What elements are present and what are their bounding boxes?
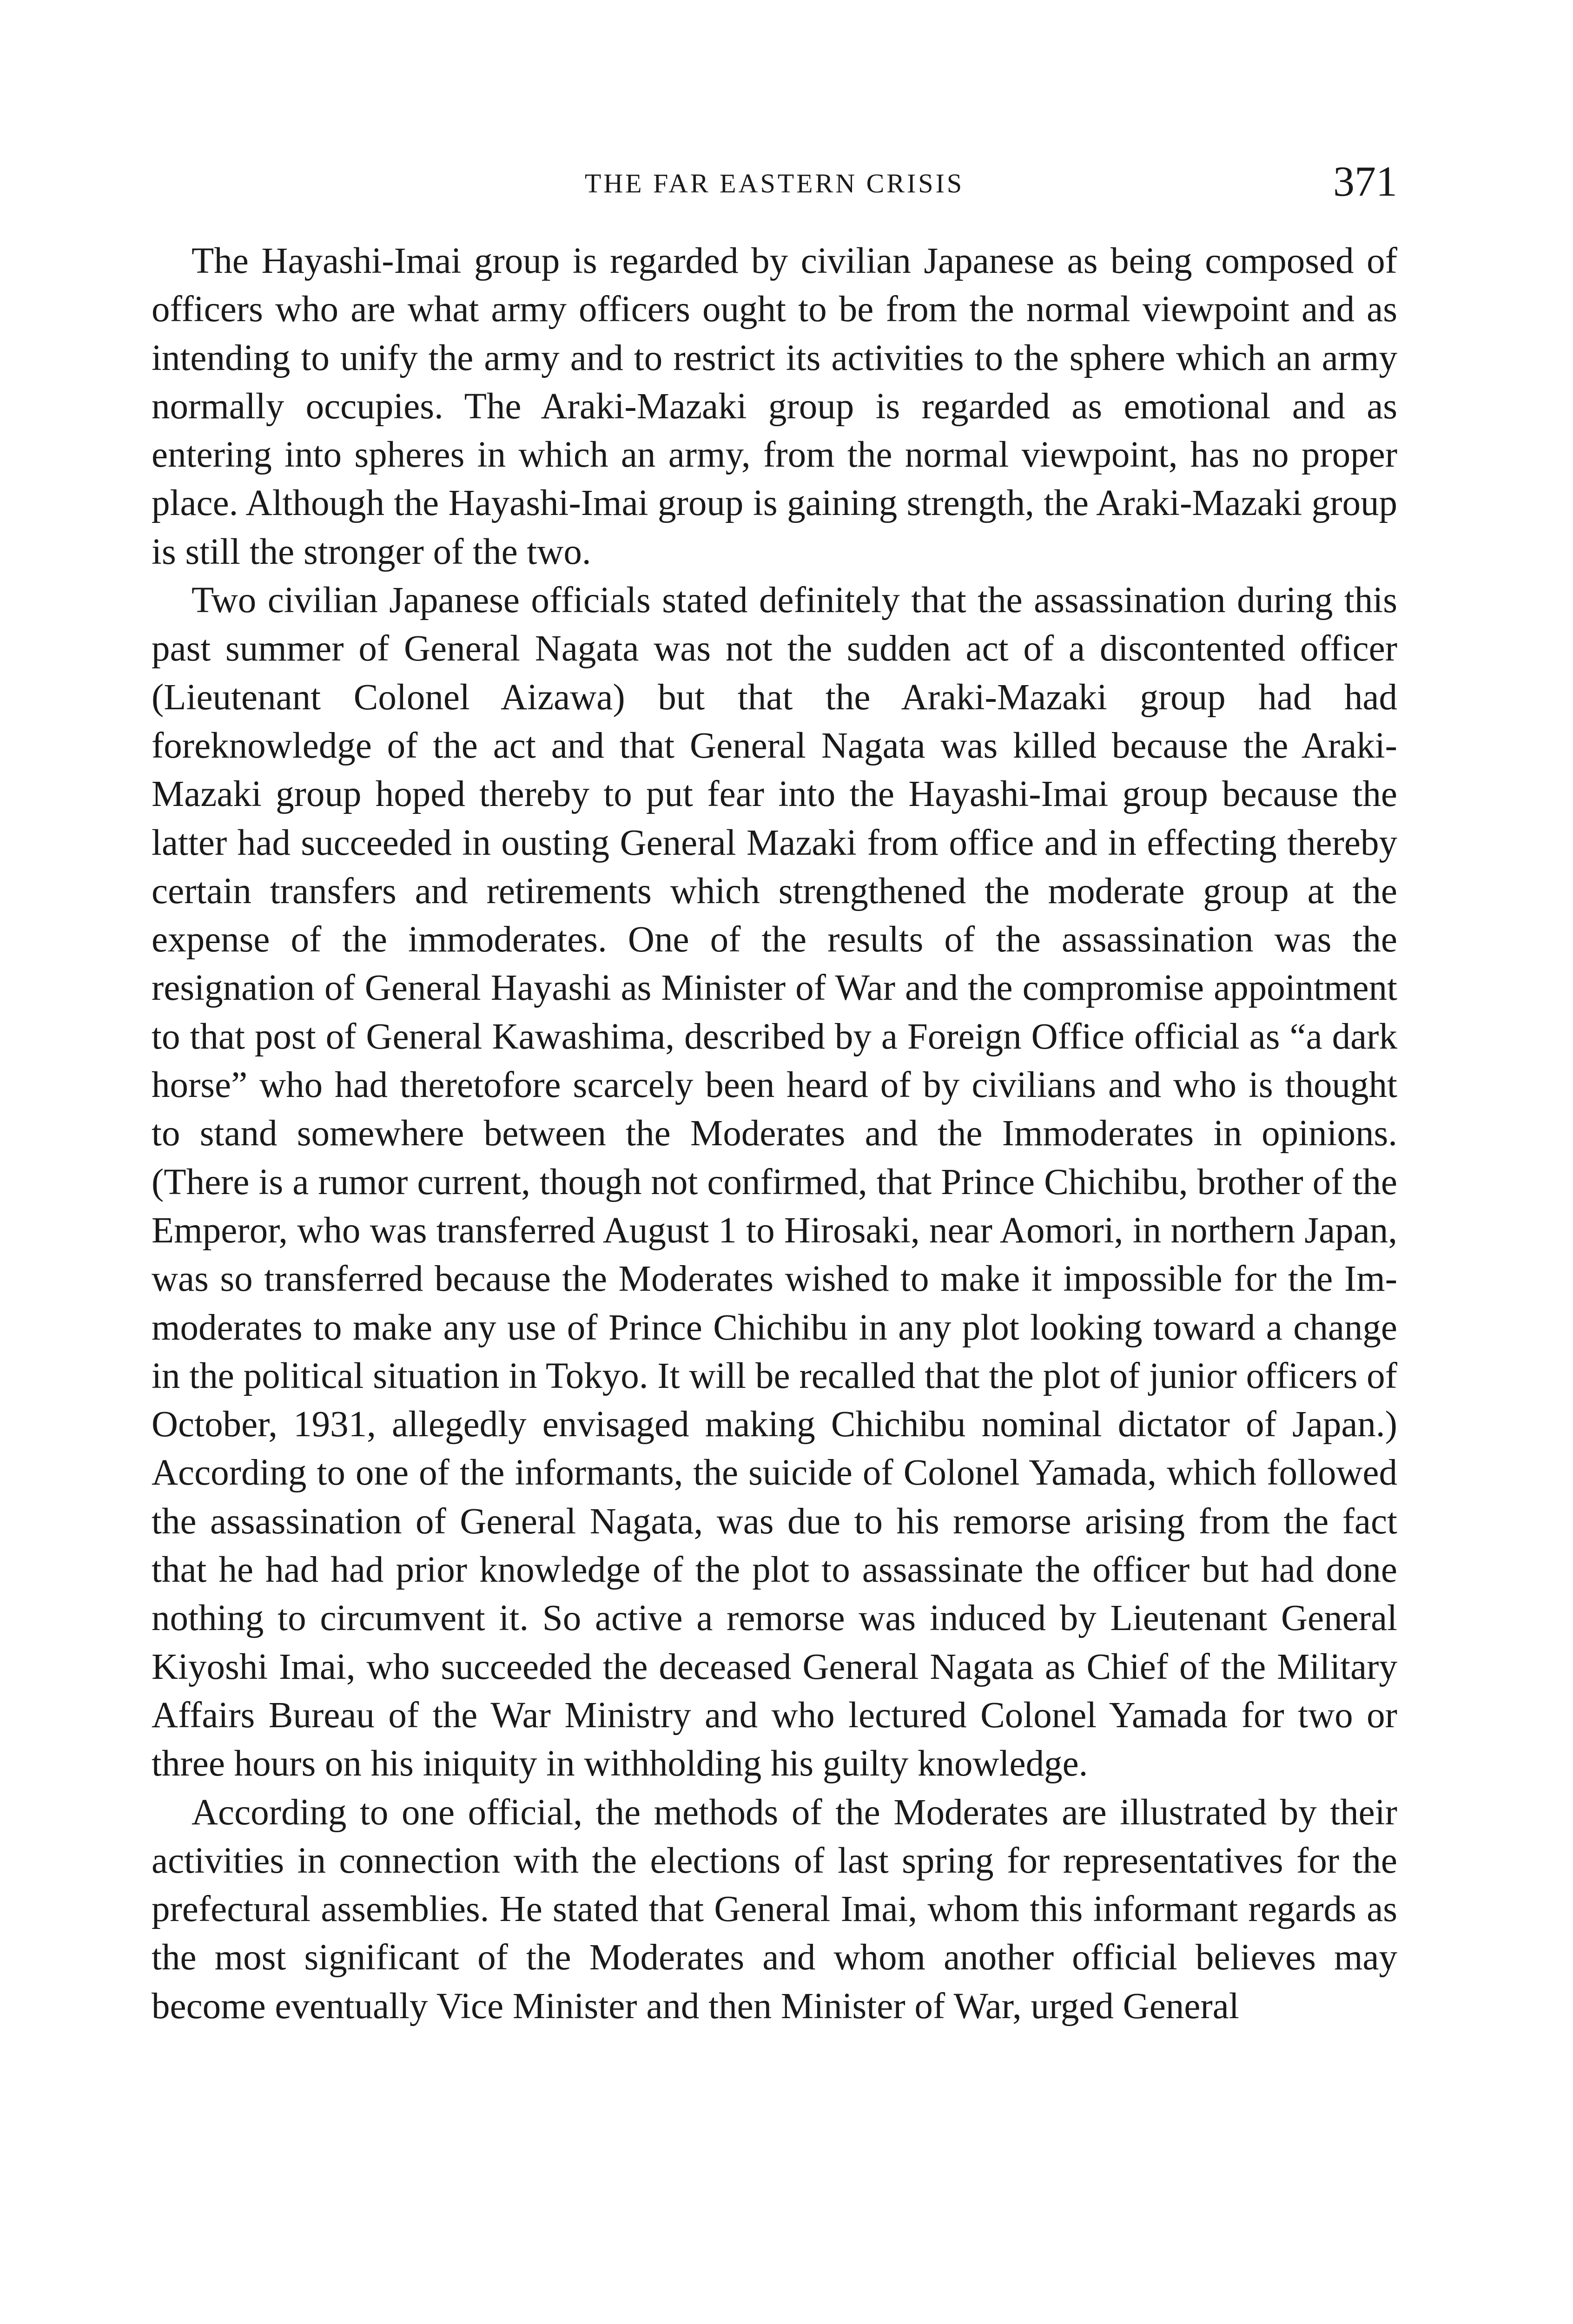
body-text: [152, 237, 1397, 2031]
paragraph-nagata-assassination: Two civilian Japanese officials stated definitely that the assassination during this past summer of General Nagata was not the sudden act of a discontented officer (Lieutenant Colonel Aizawa) but that the Araki-Mazaki group had had foreknowledge of the act and that General Nagata was killed because the Araki-Mazaki group hoped thereby to put fear into the Hayashi-Imai group because the latter had succeeded in ousting General Mazaki from office and in effecting thereby certain transfers and retirements which strengthened the moderate group at the expense of the immoderates. One of the results of the assassination was the resignation of General Hayashi as Minister of War and the compromise appointment to that post of General Kawashima, described by a Foreign Office official as “a dark horse” who had theretofore scarcely been heard of by civilians and who is thought to stand somewhere between the Moderates and the Immoderates in opinions. (There is a rumor current, though not confirmed, that Prince Chichibu, brother of the Emperor, who was transferred August 1 to Hirosaki, near Aomori, in northern Japan, was so transferred because the Moderates wished to make it impossible for the Immoderates to make any use of Prince Chichibu in any plot looking toward a change in the political situation in Tokyo. It will be recalled that the plot of junior officers of October, 1931, allegedly envisaged making Chichibu nominal dictator of Japan.) According to one of the informants, the suicide of Colonel Yamada, which followed the assassination of General Nagata, was due to his remorse arising from the fact that he had had prior knowledge of the plot to assassinate the officer but had done nothing to circumvent it. So active a remorse was induced by Lieutenant General Kiyoshi Imai, who succeeded the deceased General Nagata as Chief of the Military Affairs Bureau of the War Ministry and who lectured Colonel Yamada for two or three hours on his iniquity in withholding his guilty knowledge.: [152, 580, 1397, 1784]
paragraph-hayashi-imai-group: The Hayashi-Imai group is regarded by civilian Japanese as being composed of officers who are what army officers ought to be from the normal viewpoint and as intending to unify the army and to restrict its activities to the sphere which an army normally occupies. The Araki-Mazaki group is regarded as emotional and as entering into spheres in which an army, from the normal viewpoint, has no proper place. Although the Hayashi-Imai group is gaining strength, the Araki-Mazaki group is still the stronger of the two.: [152, 241, 1397, 572]
page-number: 371: [1333, 158, 1397, 205]
running-title: THE FAR EASTERN CRISIS: [584, 168, 965, 198]
paragraph-moderates-methods: According to one official, the methods of the Moderates are illustrated by their activities in connection with the elections of last spring for representatives for the prefectural assemblies. He stated that General Imai, whom this informant regards as the most significant of the Moderates and whom another official believes may become eventually Vice Minister and then Minister of War, urged General: [152, 1792, 1397, 2027]
running-head: [152, 156, 1397, 211]
